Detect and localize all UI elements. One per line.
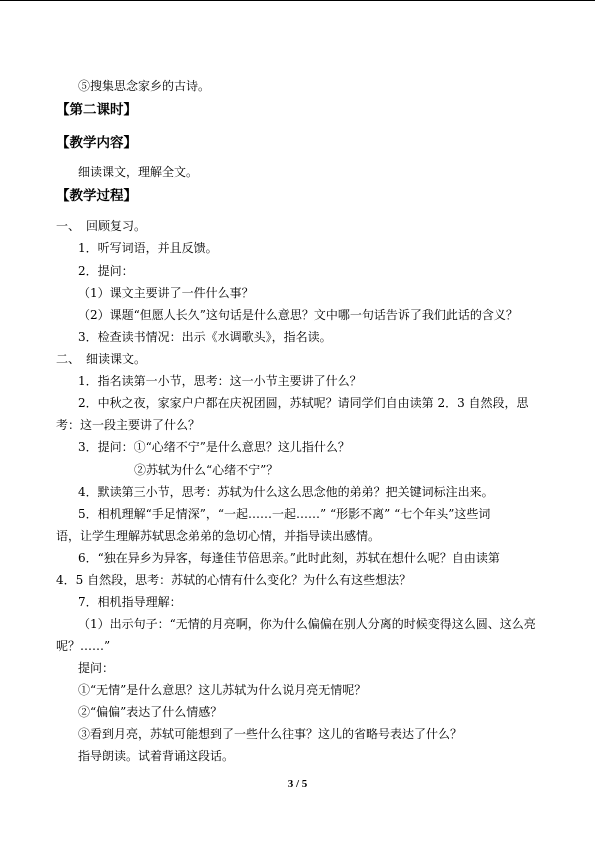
text-line: 3．检查读书情况：出示《水调歌头》，指名读。: [78, 330, 332, 344]
text-line: 4．默读第三小节，思考：苏轼为什么这么思念他的弟弟？把关键词标注出来。: [78, 485, 494, 499]
text-line: 2．中秋之夜，家家户户都在庆祝团圆，苏轼呢？请同学们自由读第 2．3 自然段，思: [78, 396, 529, 410]
text-line: （2）课题“但愿人长久”这句话是什么意思？文中哪一句话告诉了我们此话的含义？: [78, 308, 518, 322]
text-line: 5．相机理解“手足情深”，“一起……一起……” “形影不离” “七个年头”这些词: [78, 507, 491, 521]
text-line: 考：这一段主要讲了什么？: [56, 418, 201, 432]
text-line: ③看到月亮，苏轼可能想到了一些什么往事？这儿的省略号表达了什么？: [78, 727, 463, 741]
text-line: 一、 回顾复习。: [56, 219, 147, 233]
text-line: 7．相机指导理解：: [78, 595, 182, 609]
text-line: 呢？……”: [56, 639, 111, 653]
text-line: 二、 细读课文。: [56, 352, 147, 366]
page-number: 3 / 5: [287, 778, 308, 790]
text-line: 4．5 自然段，思考：苏轼的心情有什么变化？为什么有这些想法？: [56, 573, 412, 587]
text-line: （1）课文主要讲了一件什么事？: [78, 286, 254, 300]
section-heading: 【第二课时】: [56, 102, 137, 118]
text-line: 指导朗读。试着背诵这段话。: [78, 749, 235, 763]
text-line: ②“偏偏”表达了什么情感？: [78, 705, 223, 719]
text-line: 语，让学生理解苏轼思念弟弟的急切心情，并指导读出感情。: [56, 529, 381, 543]
text-line: 3．提问：①“心绪不宁”是什么意思？这儿指什么？: [78, 440, 350, 454]
text-line: ②苏轼为什么“心绪不宁”？: [134, 463, 279, 477]
text-line: ①“无情”是什么意思？这儿苏轼为什么说月亮无情呢？: [78, 683, 367, 697]
top-border-line: [0, 0, 595, 1]
text-line: ⑤搜集思念家乡的古诗。: [78, 79, 211, 93]
text-line: 2．提问：: [78, 264, 134, 278]
text-line: 1．听写词语，并且反馈。: [78, 241, 218, 255]
text-line: 提问：: [78, 661, 115, 675]
text-line: 细读课文，理解全文。: [78, 165, 199, 179]
text-line: 6．“独在异乡为异客，每逢佳节倍思亲。”此时此刻，苏轼在想什么呢？自由读第: [78, 551, 500, 565]
text-line: （1）出示句子：“无情的月亮啊，你为什么偏偏在别人分离的时候变得这么圆、这么亮: [78, 617, 536, 631]
section-heading: 【教学过程】: [56, 188, 137, 204]
text-line: 1．指名读第一小节，思考：这一小节主要讲了什么？: [78, 374, 362, 388]
section-heading: 【教学内容】: [56, 135, 137, 151]
